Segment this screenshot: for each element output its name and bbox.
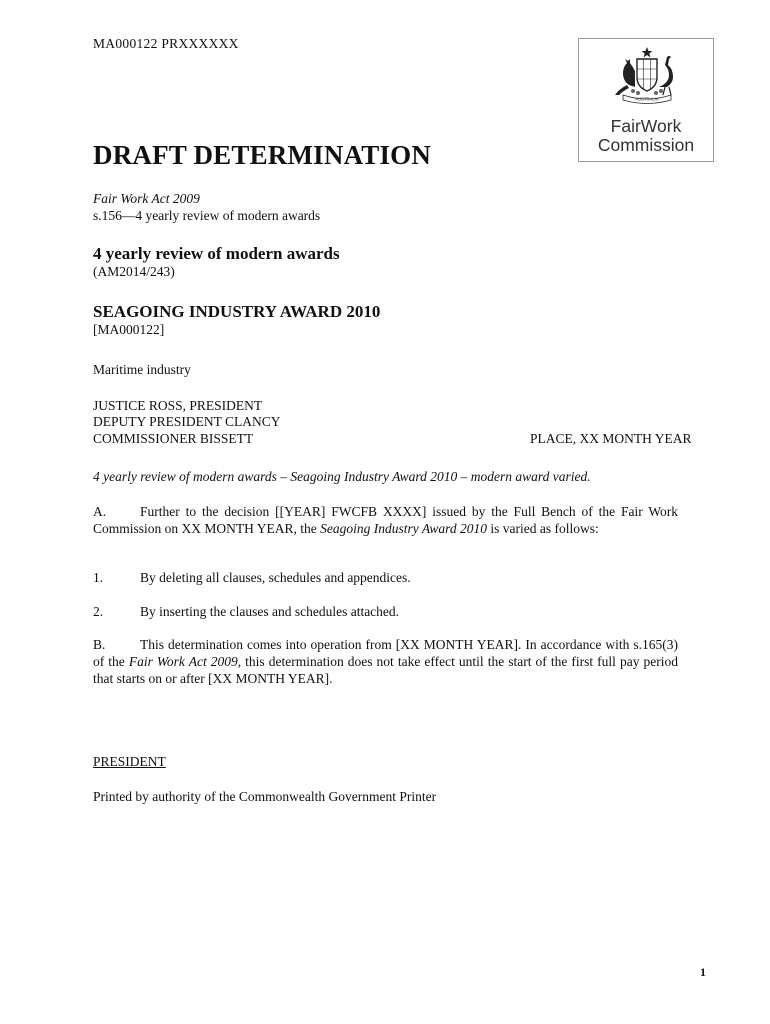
page-number: 1 xyxy=(700,965,706,979)
crest-scroll-label: AUSTRALIA xyxy=(635,96,659,102)
subject-line: 4 yearly review of modern awards – Seagoing Industry Award 2010 – modern award varied. xyxy=(93,469,591,484)
act-section: s.156—4 yearly review of modern awards xyxy=(93,208,321,223)
award-code: [MA000122] xyxy=(93,322,165,337)
review-heading: 4 yearly review of modern awards xyxy=(93,244,340,263)
document-reference: MA000122 PRXXXXXX xyxy=(93,36,239,51)
logo-text-fairwork: FairWork xyxy=(610,116,682,136)
paragraph-a xyxy=(93,503,678,537)
paragraph-b-text-start: This determination comes into operation from [XX MONTH YEAR]. In accordance with s.165(3) of the xyxy=(93,637,678,669)
logo-text-commission: Commission xyxy=(597,135,695,155)
industry-label: Maritime industry xyxy=(93,362,191,377)
list-item-text: By deleting all clauses, schedules and appendices. xyxy=(140,570,411,585)
award-heading: SEAGOING INDUSTRY AWARD 2010 xyxy=(93,302,381,321)
paragraph-b xyxy=(93,636,678,687)
printer-notice: Printed by authority of the Commonwealth Government Printer xyxy=(93,789,437,804)
act-name: Fair Work Act 2009 xyxy=(93,191,200,206)
list-item-number: 1. xyxy=(93,570,104,585)
paragraph-a-text-start: Further to the decision [[YEAR] FWCFB XXXX] issued by the Full Bench of the Fair Work Commission on XX MONTH YEAR, the xyxy=(93,504,678,536)
member-commissioner: COMMISSIONER BISSETT xyxy=(93,431,254,446)
paragraph-b-text-end: , this determination does not take effect until the start of the first full pay period that starts on or after [XX MONTH YEAR]. xyxy=(93,654,678,686)
list-item-number: 2. xyxy=(93,604,104,619)
list-item xyxy=(93,570,411,586)
paragraph-a-award-name: Seagoing Industry Award 2010 xyxy=(320,521,488,536)
signature-president: PRESIDENT xyxy=(93,754,166,769)
paragraph-b-act-name: Fair Work Act 2009 xyxy=(128,654,238,669)
paragraph-a-label: A. xyxy=(93,504,107,519)
member-president: JUSTICE ROSS, PRESIDENT xyxy=(93,398,263,413)
review-code: (AM2014/243) xyxy=(93,264,175,279)
list-item-text: By inserting the clauses and schedules attached. xyxy=(140,604,400,619)
place-date: PLACE, XX MONTH YEAR xyxy=(530,431,692,446)
fair-work-commission-logo xyxy=(578,38,714,162)
member-deputy-president: DEPUTY PRESIDENT CLANCY xyxy=(93,414,281,429)
list-item xyxy=(93,604,399,620)
paragraph-a-text-end: is varied as follows: xyxy=(487,521,599,536)
paragraph-b-label: B. xyxy=(93,637,106,652)
document-title: DRAFT DETERMINATION xyxy=(93,140,432,170)
coat-of-arms-icon xyxy=(605,45,689,105)
